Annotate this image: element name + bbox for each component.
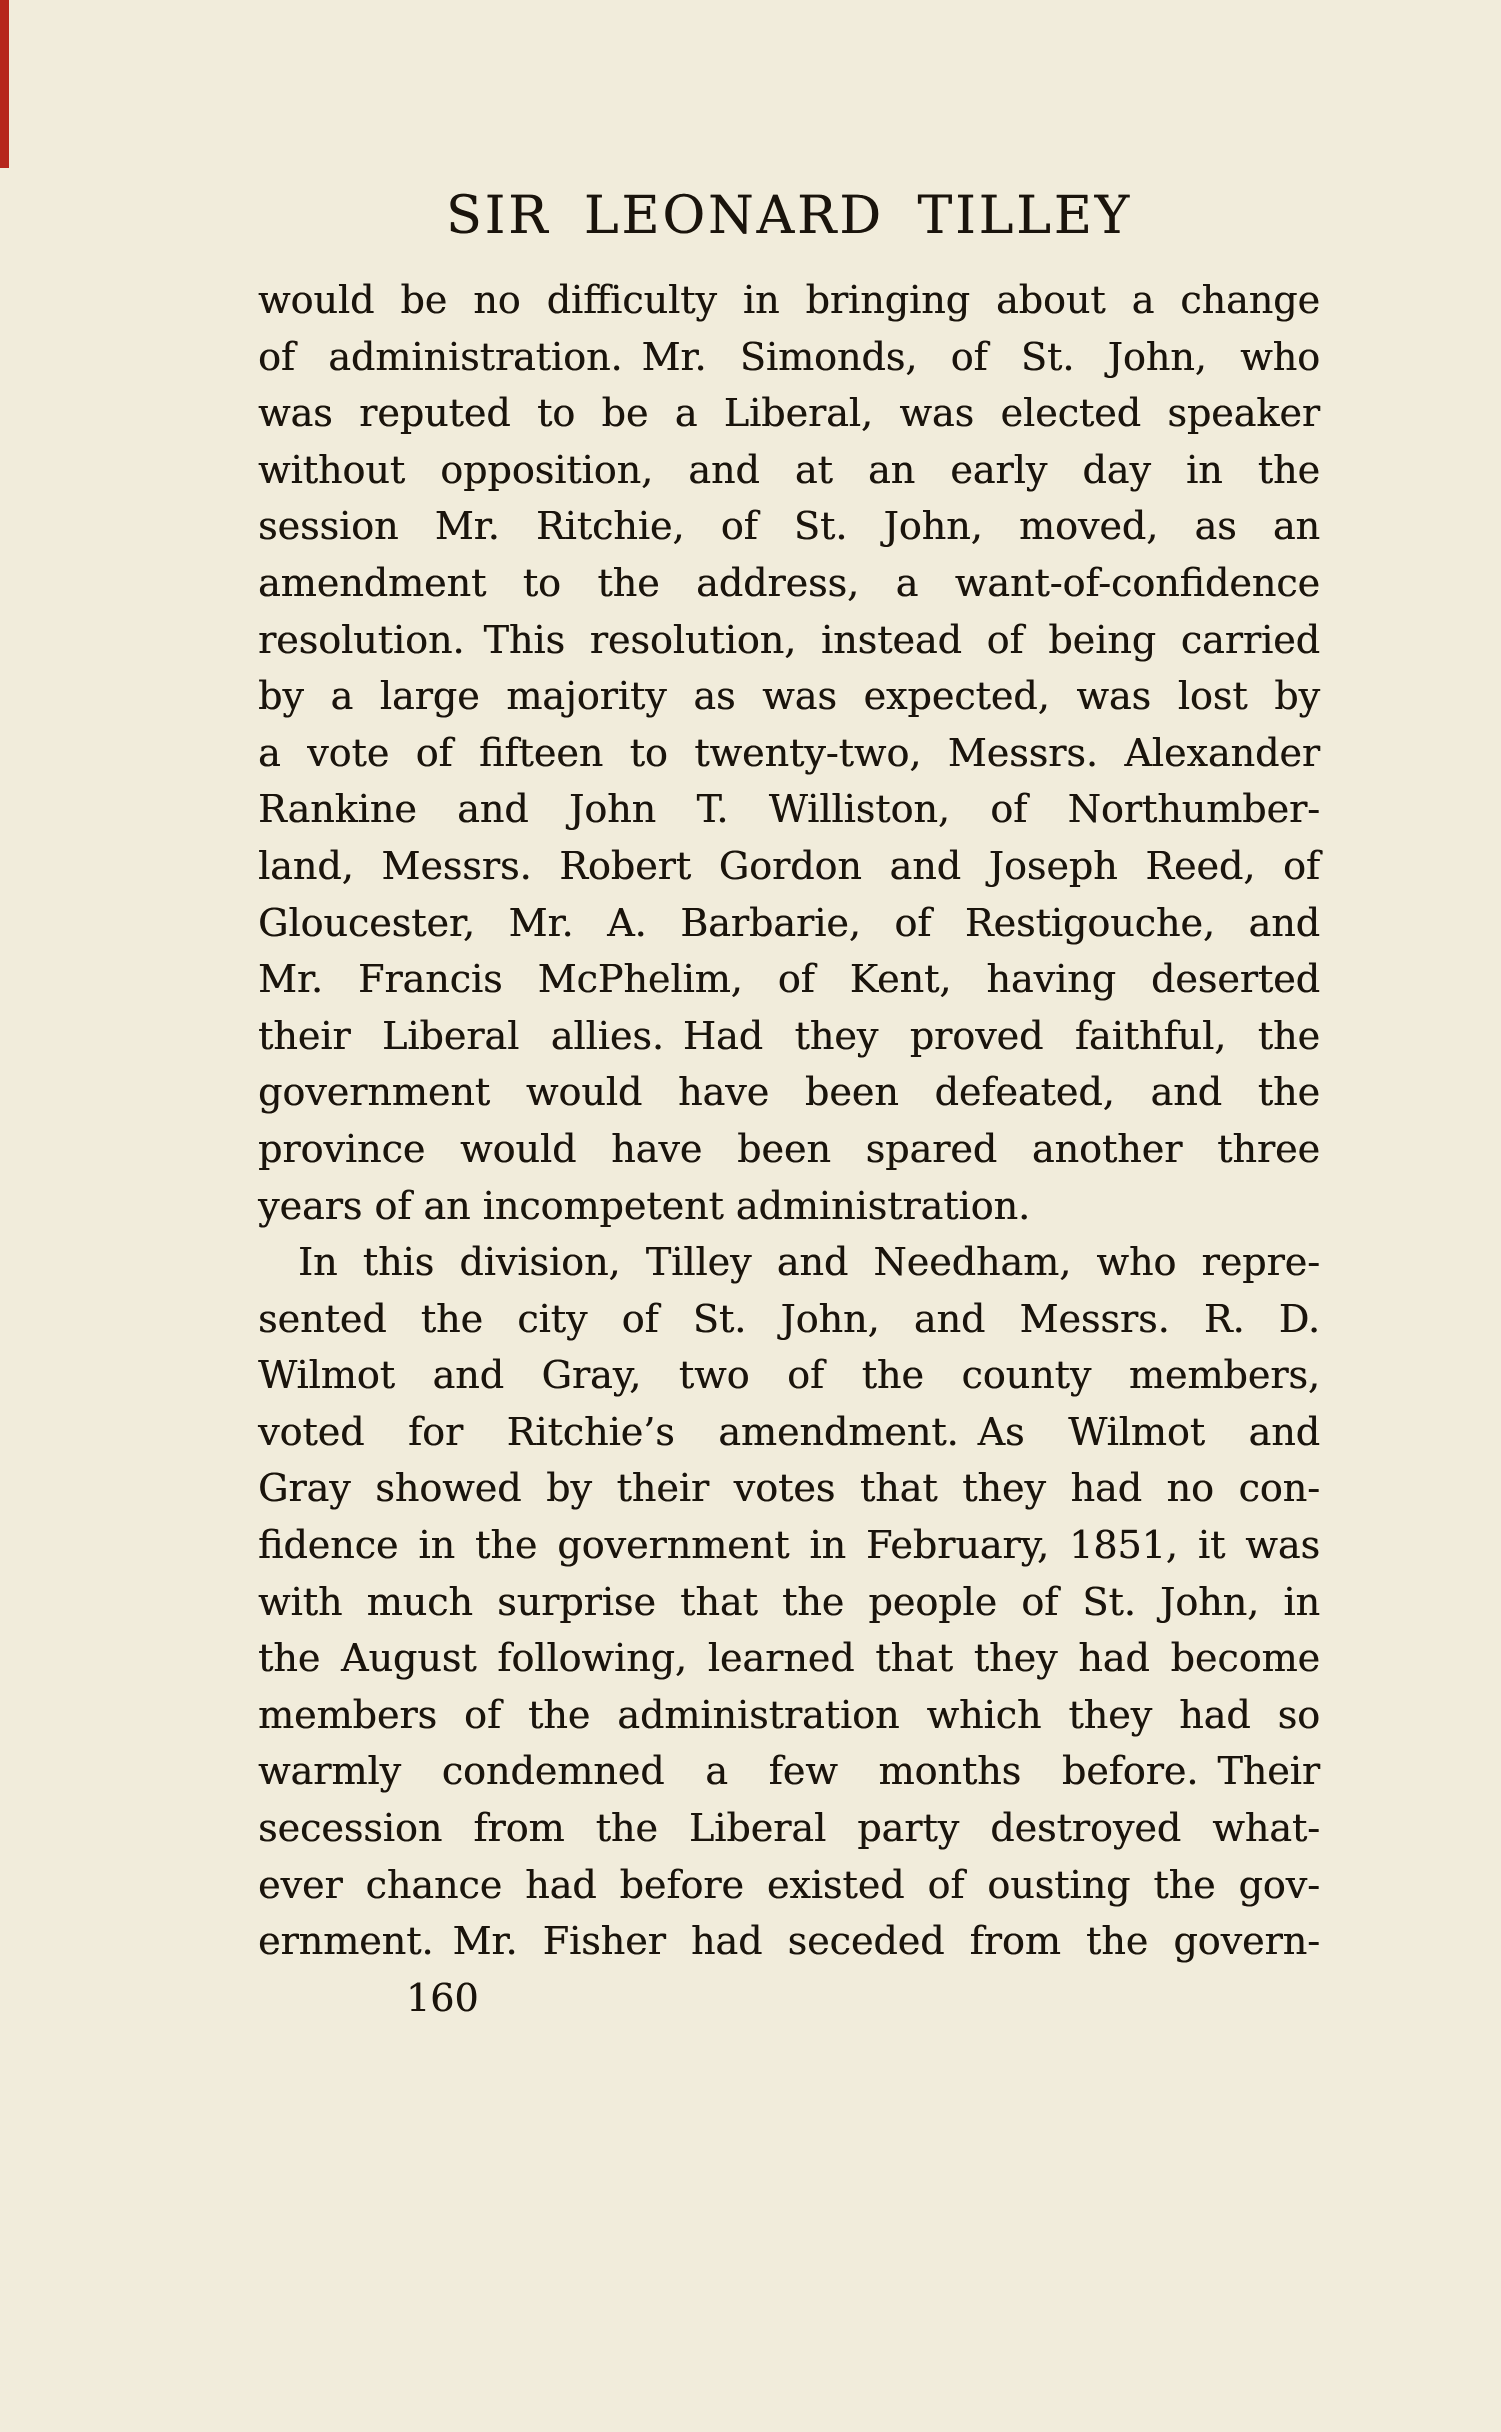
text-line: voted for Ritchie’s amendment. As Wilmot and [258, 1409, 1320, 1454]
text-line: with much surprise that the people of St. John, in [258, 1579, 1320, 1624]
text-line: members of the administration which they had so [258, 1692, 1320, 1737]
text-line: a vote of fifteen to twenty-two, Messrs. Alexander [258, 730, 1320, 775]
lines-container [258, 272, 1320, 1970]
text-line: Rankine and John T. Williston, of Northumber- [258, 787, 1320, 832]
text-line: would be no difficulty in bringing about a change [258, 278, 1320, 322]
text-line: Gray showed by their votes that they had no con- [258, 1466, 1320, 1511]
text-line: ernment. Mr. Fisher had seceded from the govern- [258, 1919, 1320, 1964]
text-line: land, Messrs. Robert Gordon and Joseph Reed, of [258, 843, 1320, 888]
text-line: session Mr. Ritchie, of St. John, moved, as an [258, 504, 1320, 549]
page-heading: SIR LEONARD TILLEY [446, 186, 1132, 246]
text-line: without opposition, and at an early day in the [258, 447, 1320, 492]
text-line: Gloucester, Mr. A. Barbarie, of Restigouche, and [258, 900, 1320, 945]
text-line: In this division, Tilley and Needham, who repre- [298, 1240, 1320, 1285]
text-line: years of an incompetent administration. [258, 1183, 1031, 1228]
text-line: warmly condemned a few months before. Their [258, 1749, 1320, 1794]
spine-edge-mark [0, 0, 9, 168]
text-line: Mr. Francis McPhelim, of Kent, having deserted [258, 957, 1320, 1002]
text-line: of administration. Mr. Simonds, of St. John, who [258, 334, 1320, 379]
text-line: province would have been spared another three [258, 1126, 1320, 1171]
text-line: resolution. This resolution, instead of being carried [258, 617, 1320, 662]
text-line: by a large majority as was expected, was lost by [258, 674, 1320, 719]
text-line: ever chance had before existed of ousting the gov- [258, 1862, 1320, 1907]
body-text [258, 272, 1320, 2026]
text-line: sented the city of St. John, and Messrs. R. D. [258, 1296, 1320, 1341]
text-line: Wilmot and Gray, two of the county members, [258, 1353, 1320, 1398]
text-line: their Liberal allies. Had they proved faithful, the [258, 1013, 1320, 1058]
text-line: amendment to the address, a want-of-confidence [258, 560, 1320, 605]
page-number: 160 [406, 1975, 479, 2020]
text-line: the August following, learned that they had become [258, 1636, 1320, 1681]
text-line: was reputed to be a Liberal, was elected speaker [258, 391, 1320, 436]
text-line: fidence in the government in February, 1851, it was [258, 1523, 1320, 1568]
text-line: government would have been defeated, and the [258, 1070, 1320, 1115]
text-line: secession from the Liberal party destroyed what- [258, 1806, 1320, 1851]
